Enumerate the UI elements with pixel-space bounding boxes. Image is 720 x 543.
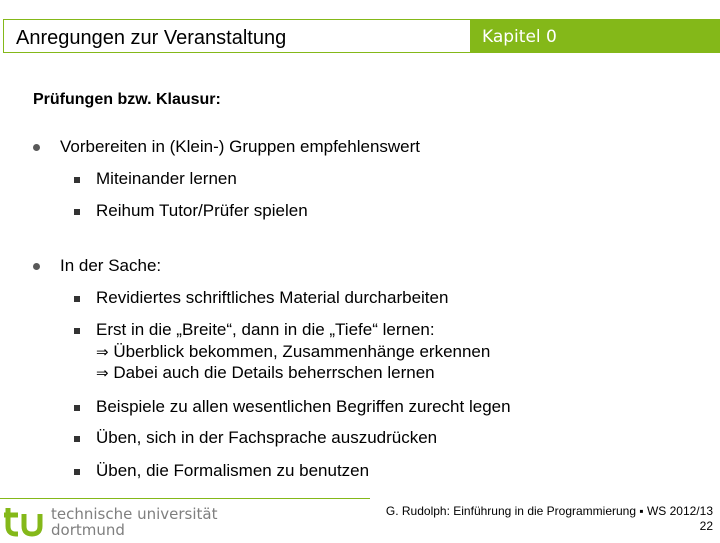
sub-bullet-text: Miteinander lernen — [96, 169, 237, 188]
implies-arrow-icon: ⇒ — [96, 343, 109, 361]
chapter-label: Kapitel 0 — [482, 27, 557, 47]
sub-bullet-text: Erst in die „Breite“, dann in die „Tiefe“ lernen: — [96, 320, 435, 339]
round-bullet-icon — [33, 144, 40, 151]
square-bullet-icon — [74, 209, 80, 215]
sub-bullet-text: Beispiele zu allen wesentlichen Begriffen zurecht legen — [96, 397, 511, 416]
university-city: dortmund — [51, 521, 125, 539]
sub-bullet-text: Üben, die Formalismen zu benutzen — [96, 461, 370, 480]
slide-title: Anregungen zur Veranstaltung — [16, 27, 287, 49]
sub-bullet-text: Üben, sich in der Fachsprache auszudrücken — [96, 428, 438, 447]
square-bullet-icon — [74, 469, 80, 475]
header-title-box — [3, 19, 470, 53]
section-heading: Prüfungen bzw. Klausur: — [33, 91, 221, 108]
bullet-text: In der Sache: — [60, 256, 162, 275]
header-bar — [0, 19, 720, 55]
bullet-text: Vorbereiten in (Klein-) Gruppen empfehlenswert — [60, 137, 421, 156]
square-bullet-icon — [74, 328, 80, 334]
round-bullet-icon — [33, 263, 40, 270]
implies-arrow-icon: ⇒ — [96, 364, 109, 382]
page-number: 22 — [699, 519, 713, 533]
sub-bullet-text: Revidiertes schriftliches Material durcharbeiten — [96, 288, 449, 307]
square-bullet-icon — [74, 436, 80, 442]
tu-logo-icon — [4, 504, 44, 538]
square-bullet-icon — [74, 296, 80, 302]
square-bullet-icon — [74, 405, 80, 411]
chapter-banner — [470, 19, 720, 53]
footer-divider — [0, 498, 370, 499]
university-name: technische universität — [51, 505, 218, 523]
implication-line — [96, 363, 435, 383]
implication-line — [96, 342, 490, 362]
square-bullet-icon — [74, 177, 80, 183]
implication-text: Dabei auch die Details beherrschen lernen — [113, 363, 435, 382]
sub-bullet-text: Reihum Tutor/Prüfer spielen — [96, 201, 308, 220]
implication-text: Überblick bekommen, Zusammenhänge erkennen — [113, 342, 491, 361]
footer-credit: G. Rudolph: Einführung in die Programmierung ▪ WS 2012/13 — [385, 504, 713, 518]
